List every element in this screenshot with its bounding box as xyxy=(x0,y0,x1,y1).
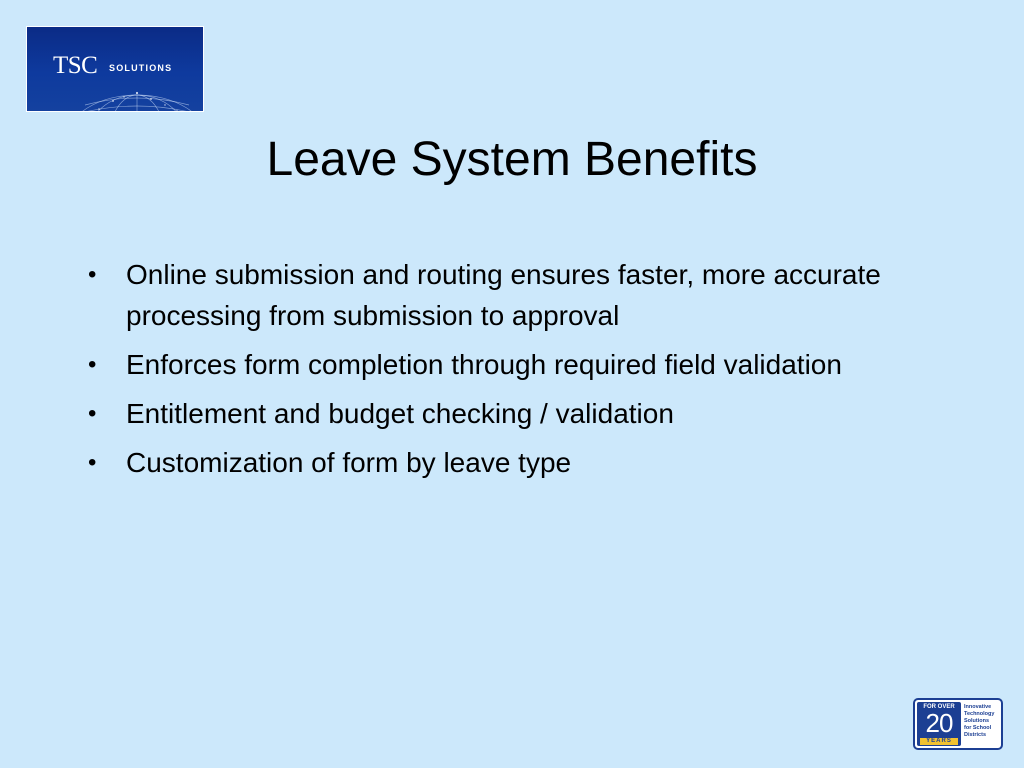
bullet-item xyxy=(84,442,944,483)
bullet-item xyxy=(84,254,944,336)
bullet-item xyxy=(84,344,944,385)
bullet-icon: • xyxy=(88,400,97,427)
badge-for-over: FOR OVER xyxy=(923,704,955,710)
badge-number: 20 xyxy=(925,708,953,738)
tsc-solutions-logo xyxy=(26,26,204,112)
badge-tagline-line: Districts xyxy=(964,732,987,738)
bullet-text: Online submission and routing ensures faster, more accurate processing from submission to approval xyxy=(126,259,881,331)
badge-tagline-line: Innovative xyxy=(964,704,992,710)
bullet-text: Entitlement and budget checking / validation xyxy=(126,398,674,429)
bullet-item xyxy=(84,393,944,434)
bullet-text: Customization of form by leave type xyxy=(126,447,572,478)
bullet-icon: • xyxy=(88,261,97,288)
bullet-text: Enforces form completion through required field validation xyxy=(126,349,842,380)
badge-number-panel xyxy=(917,702,961,746)
bullet-list xyxy=(84,254,944,491)
bullet-icon: • xyxy=(88,351,97,378)
logo-tsc-text: TSC xyxy=(53,52,98,79)
badge-tagline-line: Solutions xyxy=(964,718,990,724)
badge-tagline xyxy=(964,704,1002,739)
twenty-years-badge xyxy=(913,698,1003,750)
slide-title: Leave System Benefits xyxy=(266,133,758,186)
logo-solutions-text: SOLUTIONS xyxy=(109,63,173,73)
badge-tagline-line: Technology xyxy=(964,711,995,717)
badge-tagline-line: for School xyxy=(964,725,992,731)
bullet-icon: • xyxy=(88,449,97,476)
badge-years: YEARS xyxy=(920,738,958,745)
